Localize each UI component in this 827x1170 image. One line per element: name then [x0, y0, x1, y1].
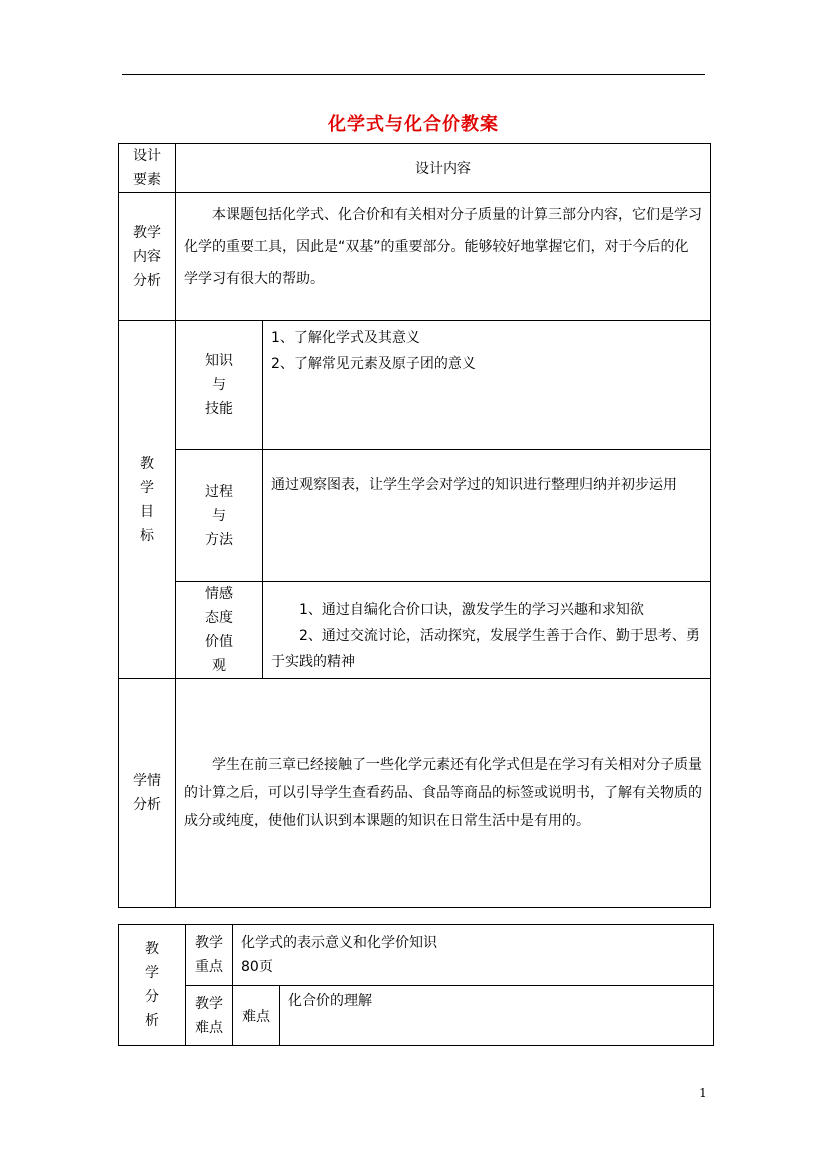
goals-label: 教 学 目 标 — [119, 321, 176, 679]
process-label: 过程 与 方法 — [176, 450, 263, 582]
difficulty-text: 化合价的理解 — [280, 986, 714, 1046]
key-point-label: 教学 重点 — [186, 925, 233, 986]
knowledge-items — [263, 321, 711, 450]
analysis-row — [119, 193, 711, 321]
document-title: 化学式与化合价教案 — [328, 114, 499, 135]
emotion-items — [263, 582, 711, 679]
teaching-analysis-label: 教 学 分 析 — [119, 925, 186, 1046]
knowledge-row — [119, 321, 711, 450]
analysis-label: 教学 内容 分析 — [119, 193, 176, 321]
list-item: 1、通过自编化合价口诀，激发学生的学习兴趣和求知欲 — [299, 602, 644, 618]
list-item: 2、了解常见元素及原子团的意义 — [271, 356, 476, 372]
student-label: 学情 分析 — [119, 679, 176, 908]
process-row — [119, 450, 711, 582]
key-point-row — [119, 925, 714, 986]
emotion-row — [119, 582, 711, 679]
header-content-label: 设计内容 — [176, 144, 711, 193]
emotion-label: 情感 态度 价值 观 — [176, 582, 263, 679]
header-row — [119, 144, 711, 193]
knowledge-label: 知识 与 技能 — [176, 321, 263, 450]
key-point-text: 化学式的表示意义和化学价知识 80页 — [233, 925, 714, 986]
student-text: 学生在前三章已经接触了一些化学元素还有化学式但是在学习有关相对分子质量的计算之后，可以引导学生查看药品、食品等商品的标签或说明书，了解有关物质的成分或纯度，使他们认识到本课题的知识在日常生活中是有用的。 — [176, 679, 711, 908]
header-element-label: 设计 要素 — [119, 144, 176, 193]
student-row — [119, 679, 711, 908]
page-number: 1 — [699, 1086, 707, 1100]
difficulty-sublabel: 难点 — [233, 986, 280, 1046]
list-item: 1、了解化学式及其意义 — [271, 330, 420, 346]
process-text: 通过观察图表，让学生学会对学过的知识进行整理归纳并初步运用 — [263, 450, 711, 582]
design-table — [118, 143, 711, 908]
teaching-analysis-table — [118, 924, 714, 1046]
header-rule — [122, 74, 705, 75]
list-item: 2、通过交流讨论，活动探究，发展学生善于合作、勤于思考、勇于实践的精神 — [271, 628, 700, 670]
difficulty-row — [119, 986, 714, 1046]
difficulty-label: 教学 难点 — [186, 986, 233, 1046]
analysis-text: 本课题包括化学式、化合价和有关相对分子质量的计算三部分内容，它们是学习化学的重要工具，因此是“双基”的重要部分。能够较好地掌握它们，对于今后的化学学习有很大的帮助。 — [176, 193, 711, 321]
